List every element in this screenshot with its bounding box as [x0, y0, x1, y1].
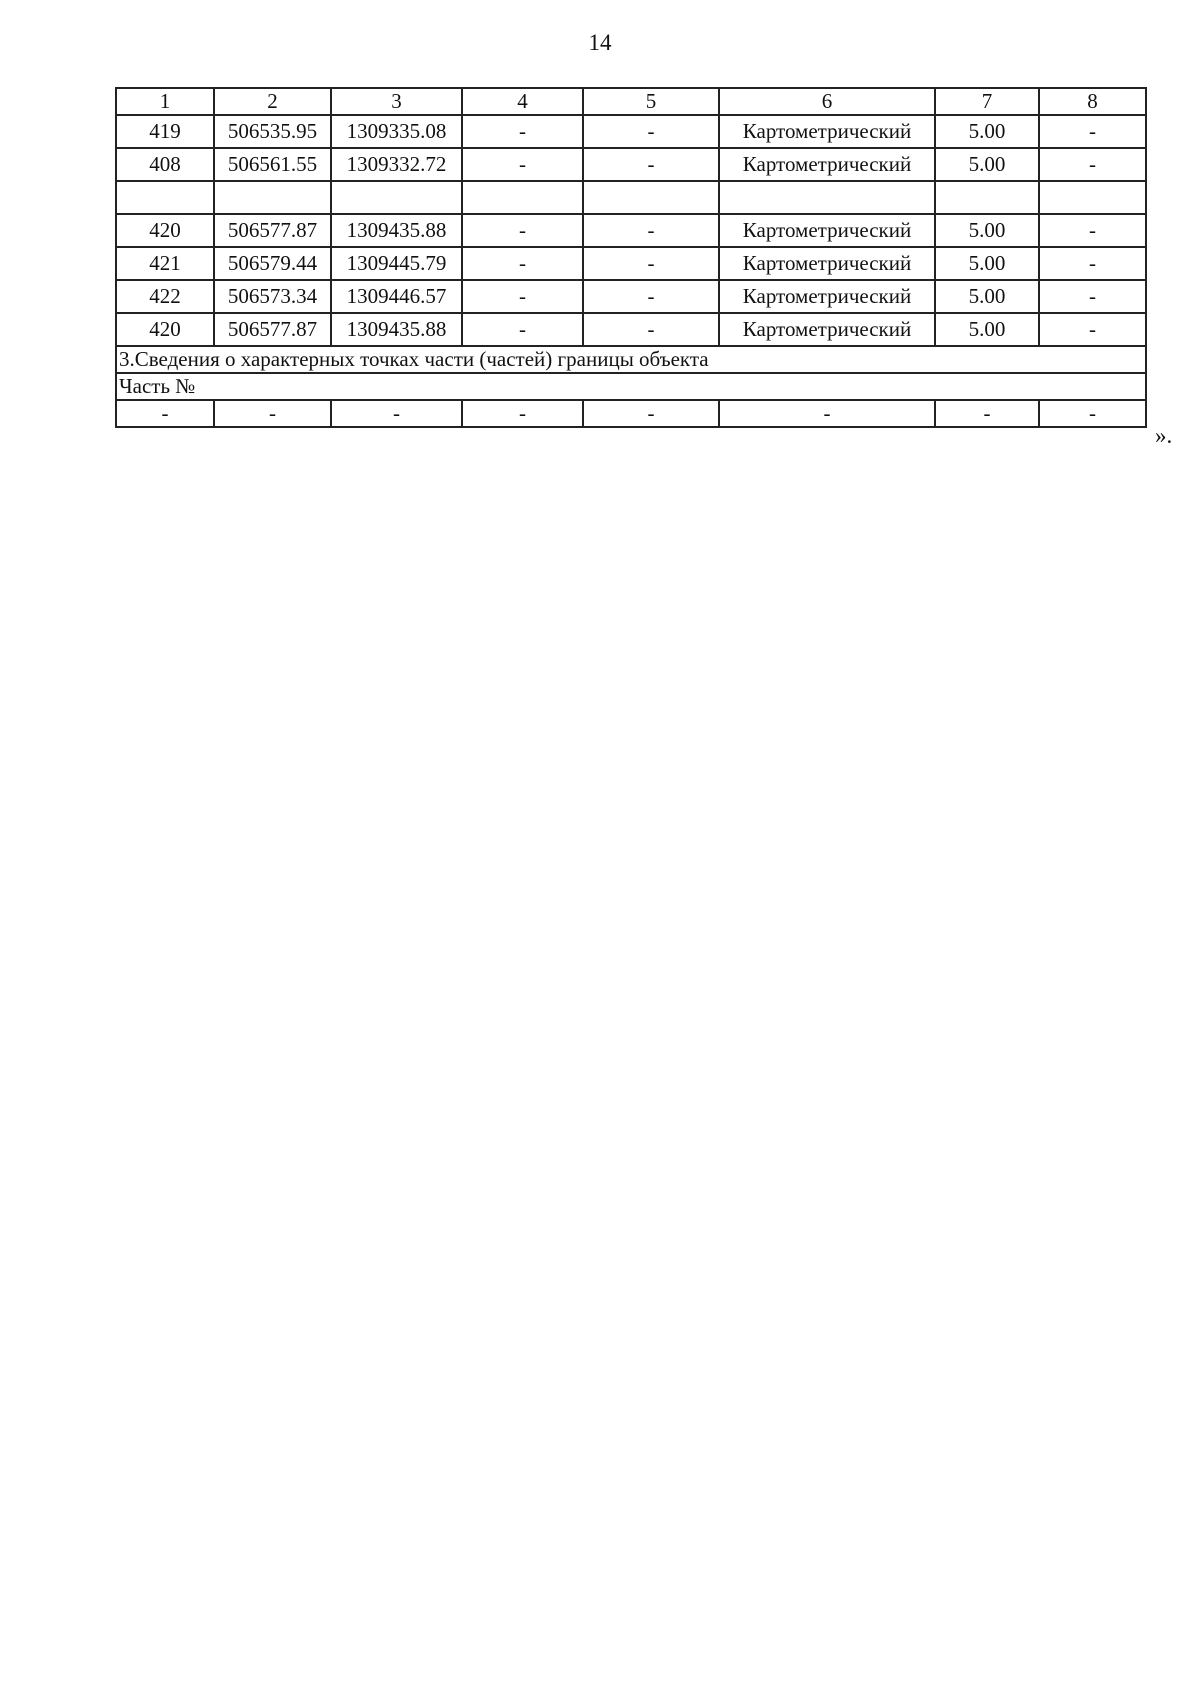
table-cell: - [462, 214, 583, 247]
accuracy-cell: 5.00 [935, 313, 1039, 346]
empty-cell [583, 181, 719, 214]
table-body [116, 88, 1146, 427]
table-cell: - [583, 214, 719, 247]
table-row [116, 214, 1146, 247]
table-cell: - [462, 280, 583, 313]
point-number-cell: 419 [116, 115, 214, 148]
method-cell: Картометрический [719, 148, 935, 181]
x-coordinate-cell: 506535.95 [214, 115, 331, 148]
header-cell: 4 [462, 88, 583, 115]
point-number-cell: 421 [116, 247, 214, 280]
table-cell: - [1039, 280, 1146, 313]
header-cell: 1 [116, 88, 214, 115]
empty-cell [935, 181, 1039, 214]
x-coordinate-cell: 506573.34 [214, 280, 331, 313]
point-number-cell: 422 [116, 280, 214, 313]
closing-quote-mark: ». [1155, 423, 1173, 448]
table-cell: - [116, 400, 214, 427]
y-coordinate-cell: 1309332.72 [331, 148, 462, 181]
y-coordinate-cell: 1309446.57 [331, 280, 462, 313]
table-cell: - [462, 400, 583, 427]
method-cell: Картометрический [719, 313, 935, 346]
x-coordinate-cell: 506561.55 [214, 148, 331, 181]
method-cell: Картометрический [719, 214, 935, 247]
header-cell: 7 [935, 88, 1039, 115]
y-coordinate-cell: 1309445.79 [331, 247, 462, 280]
part-label: Часть № [116, 373, 1146, 400]
table-cell: - [462, 313, 583, 346]
method-cell: Картометрический [719, 247, 935, 280]
table-cell: - [1039, 148, 1146, 181]
accuracy-cell: 5.00 [935, 115, 1039, 148]
empty-cell [719, 181, 935, 214]
empty-cell [214, 181, 331, 214]
table-cell: - [583, 313, 719, 346]
x-coordinate-cell: 506577.87 [214, 214, 331, 247]
table-row [116, 280, 1146, 313]
table-row-empty [116, 181, 1146, 214]
point-number-cell: 420 [116, 214, 214, 247]
part-label-row [116, 373, 1146, 400]
table-cell: - [1039, 313, 1146, 346]
table-cell: - [462, 247, 583, 280]
section-title: 3.Сведения о характерных точках части (частей) границы объекта [116, 346, 1146, 373]
method-cell: Картометрический [719, 115, 935, 148]
part-data-row [116, 400, 1146, 427]
table-cell: - [462, 115, 583, 148]
header-cell: 5 [583, 88, 719, 115]
table-cell: - [583, 280, 719, 313]
accuracy-cell: 5.00 [935, 280, 1039, 313]
table-cell: - [935, 400, 1039, 427]
table-cell: - [1039, 115, 1146, 148]
empty-cell [331, 181, 462, 214]
x-coordinate-cell: 506579.44 [214, 247, 331, 280]
y-coordinate-cell: 1309335.08 [331, 115, 462, 148]
y-coordinate-cell: 1309435.88 [331, 313, 462, 346]
table-row [116, 115, 1146, 148]
section-title-row [116, 346, 1146, 373]
table-cell: - [1039, 247, 1146, 280]
point-number-cell: 420 [116, 313, 214, 346]
table-header-row [116, 88, 1146, 115]
table-cell: - [1039, 214, 1146, 247]
header-cell: 2 [214, 88, 331, 115]
table-cell: - [462, 148, 583, 181]
table-cell: - [583, 115, 719, 148]
accuracy-cell: 5.00 [935, 148, 1039, 181]
boundary-points-table [115, 87, 1147, 428]
x-coordinate-cell: 506577.87 [214, 313, 331, 346]
empty-cell [462, 181, 583, 214]
empty-cell [116, 181, 214, 214]
header-cell: 6 [719, 88, 935, 115]
table-cell: - [583, 247, 719, 280]
point-number-cell: 408 [116, 148, 214, 181]
table-row [116, 313, 1146, 346]
table-cell: - [719, 400, 935, 427]
table-row [116, 148, 1146, 181]
accuracy-cell: 5.00 [935, 214, 1039, 247]
table-cell: - [583, 148, 719, 181]
method-cell: Картометрический [719, 280, 935, 313]
y-coordinate-cell: 1309435.88 [331, 214, 462, 247]
header-cell: 3 [331, 88, 462, 115]
table-cell: - [331, 400, 462, 427]
empty-cell [1039, 181, 1146, 214]
accuracy-cell: 5.00 [935, 247, 1039, 280]
page-number: 14 [588, 30, 612, 55]
table-row [116, 247, 1146, 280]
table-cell: - [1039, 400, 1146, 427]
table-cell: - [583, 400, 719, 427]
table-cell: - [214, 400, 331, 427]
header-cell: 8 [1039, 88, 1146, 115]
